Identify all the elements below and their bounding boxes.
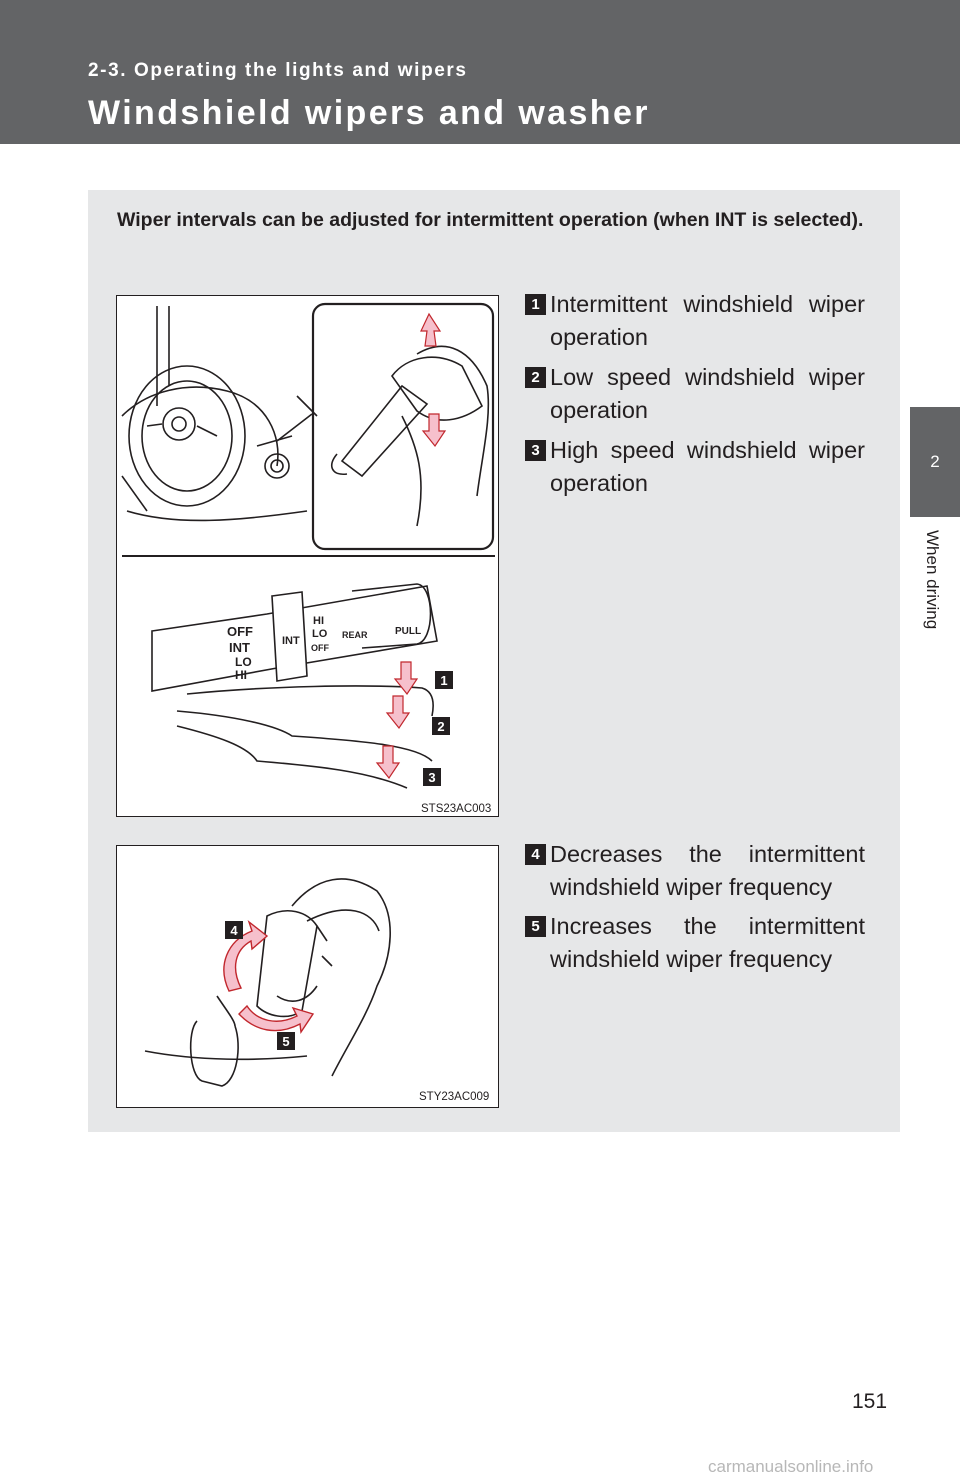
watermark: carmanualsonline.info <box>708 1457 874 1476</box>
item-number: 1 <box>525 294 546 315</box>
item-number: 5 <box>525 916 546 937</box>
item-text: Decreases the intermittent windshield wiper frequency <box>550 841 865 900</box>
interval-ring-illustration <box>117 846 500 1109</box>
section-subtitle: 2-3. Operating the lights and wipers <box>88 60 468 81</box>
callout-2: 2 <box>437 719 445 734</box>
figure-code: STS23AC003 <box>421 803 492 815</box>
figure-wiper-interval <box>116 845 499 1108</box>
wiper-lever-illustration <box>117 296 500 818</box>
item-text: High speed windshield wiper operation <box>550 437 865 496</box>
callout-5: 5 <box>282 1034 290 1049</box>
lever-label: OFF <box>311 643 329 653</box>
callout-4: 4 <box>230 923 238 938</box>
lever-label: LO <box>235 655 252 669</box>
chapter-label: When driving <box>923 530 942 630</box>
page-header <box>0 0 960 144</box>
figure-code: STY23AC009 <box>419 1091 490 1103</box>
list-item <box>525 838 865 904</box>
list-item <box>525 910 865 976</box>
intro-text: Wiper intervals can be adjusted for intermittent operation (when INT is selected). <box>117 209 864 231</box>
lever-label: INT <box>282 635 300 647</box>
callout-3: 3 <box>428 770 436 785</box>
callout-1: 1 <box>440 673 448 688</box>
lever-label: REAR <box>342 630 368 640</box>
item-text: Increases the intermittent windshield wiper frequency <box>550 913 865 972</box>
item-number: 3 <box>525 440 546 461</box>
chapter-tab[interactable]: 2 <box>910 407 960 517</box>
item-number: 4 <box>525 844 546 865</box>
lever-label: LO <box>312 628 328 640</box>
lever-label: HI <box>235 668 247 682</box>
list-item <box>525 361 865 427</box>
item-number: 2 <box>525 367 546 388</box>
page-title: Windshield wipers and washer <box>88 94 650 132</box>
lever-label: PULL <box>395 626 422 637</box>
item-text: Low speed windshield wiper operation <box>550 364 865 423</box>
item-text: Intermittent windshield wiper operation <box>550 291 865 350</box>
lever-label: INT <box>229 640 250 655</box>
list-item <box>525 434 865 500</box>
figure-wiper-lever <box>116 295 499 817</box>
page-number: 151 <box>852 1390 888 1413</box>
list-item <box>525 288 865 354</box>
lever-label: OFF <box>227 624 253 639</box>
lever-label: HI <box>313 615 324 627</box>
